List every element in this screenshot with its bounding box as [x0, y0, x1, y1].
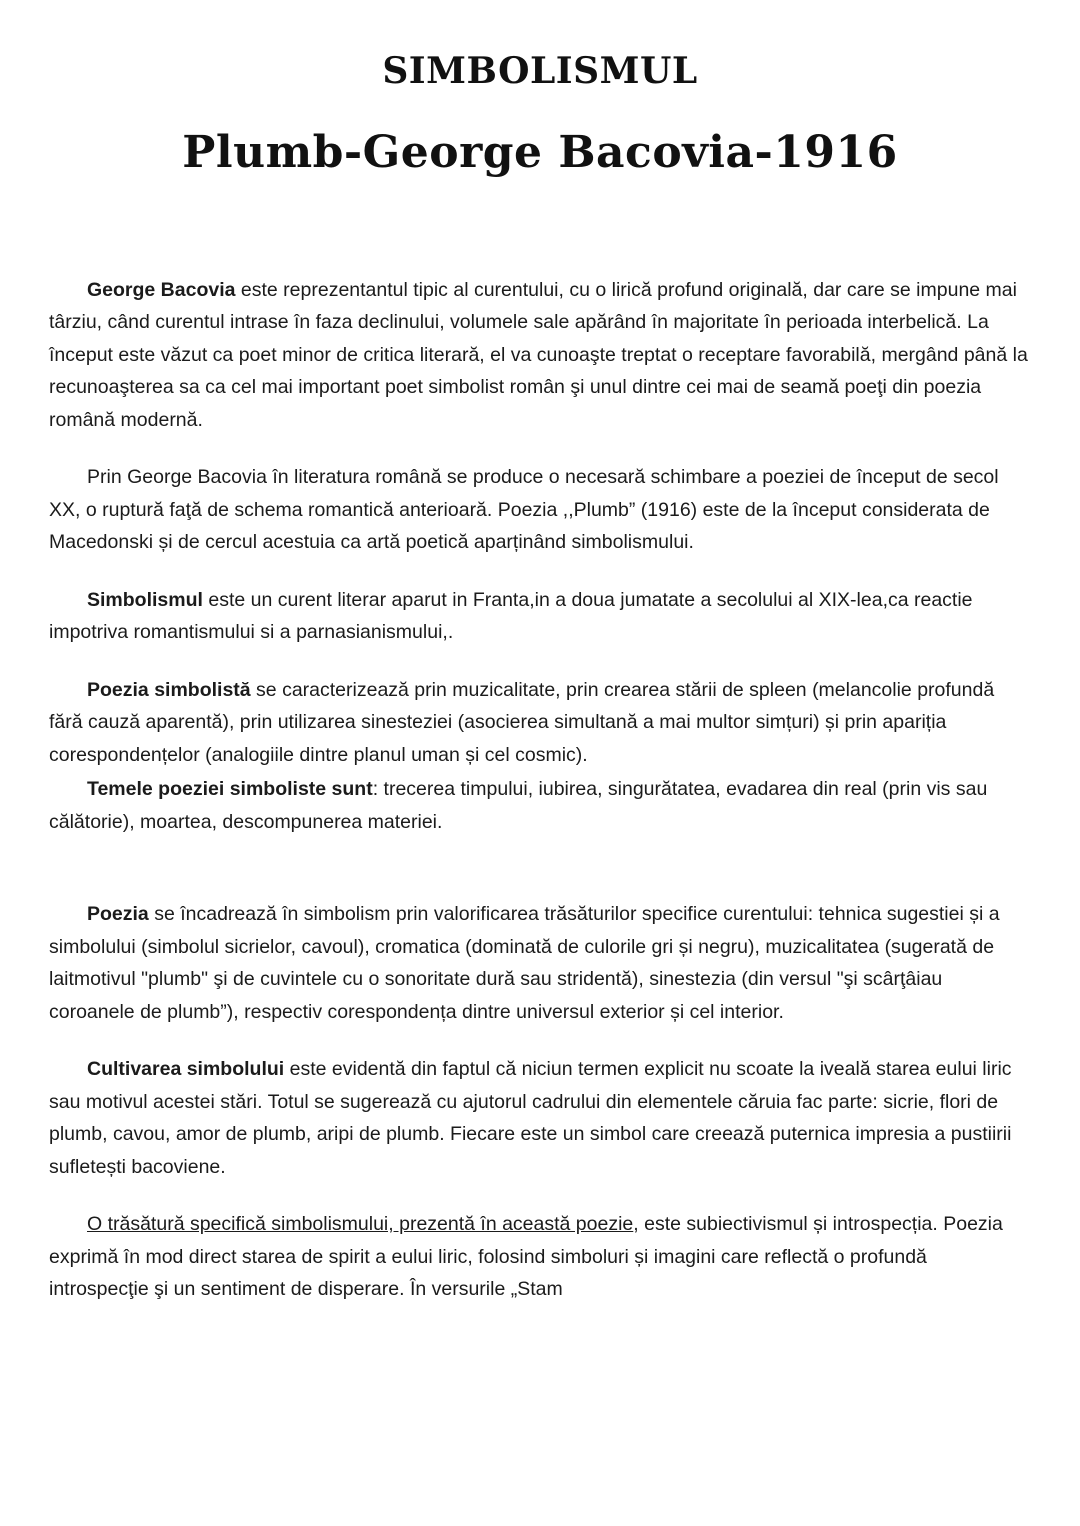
document-body — [49, 274, 1031, 1306]
document-subtitle: Plumb-George Bacovia-1916 — [182, 127, 898, 179]
document-title: SIMBOLISMUL — [382, 50, 698, 92]
paragraph-text: se caracterizează prin muzicalitate, prin crearea stării de spleen (melancolie profundă fără cauză aparentă), prin utilizarea sinesteziei (asocierea simultană a mai multor simțuri) și prin apariția corespondențelor (analogiile dintre planul uman și cel cosmic). — [49, 678, 995, 766]
paragraph-george-bacovia — [49, 274, 1031, 437]
paragraph-lead: Cultivarea simbolului — [87, 1058, 285, 1081]
paragraph-text: : trecerea timpului, iubirea, singurătatea, evadarea din real (prin vis sau călătorie), moartea, descompunerea materiei. — [49, 778, 988, 833]
paragraph-lead: Simbolismul — [87, 588, 203, 611]
paragraph-text: este evidentă din faptul că niciun termen explicit nu scoate la iveală starea eului liric sau motivul acestei stări. Totul se sugerează cu ajutorul cadrului din elementele căruia fac parte: sicrie, flori de plumb, cavou, amor de plumb, aripi de plumb. Fiecare este un simbol care creează puternica impresia a pustiirii sufletești bacoviene. — [49, 1058, 1012, 1178]
paragraph-prin-george-bacovia — [49, 461, 1031, 559]
paragraph-poezia-incadrare — [49, 898, 1031, 1028]
paragraph-text: este reprezentantul tipic al curentului, cu o lirică profund originală, dar care se impune mai târziu, când curentul intrase în faza declinului, volumele sale apărând în majoritate în perioada interbelică. La început este văzut ca poet minor de critica literară, el va cunoaşte treptat o receptare favorabilă, mergând până la recunoaşterea sa ca cel mai important poet simbolist român şi unul dintre cei mai de seamă poeţi din poezia română modernă. — [49, 278, 1028, 431]
paragraph-lead: Poezia — [87, 903, 149, 926]
paragraph-temele-poeziei — [49, 773, 1031, 838]
paragraph-trasatura-specifica — [49, 1208, 1031, 1306]
paragraph-poezia-simbolista — [49, 674, 1031, 772]
paragraph-text: , este subiectivismul și introspecția. Poezia exprimă în mod direct starea de spirit a eului liric, folosind simboluri și imagini care reflectă o profundă introspecţie şi un sentiment de disperare. În versurile „Stam — [49, 1213, 1003, 1301]
paragraph-lead-underlined: O trăsătură specifică simbolismului, prezentă în această poezie — [87, 1213, 634, 1236]
paragraph-cultivarea-simbolului — [49, 1053, 1031, 1183]
paragraph-simbolismul — [49, 584, 1031, 649]
paragraph-lead: Poezia simbolistă — [87, 678, 251, 701]
paragraph-lead: George Bacovia — [87, 278, 236, 301]
paragraph-lead: Temele poeziei simboliste sunt — [87, 778, 373, 801]
paragraph-text: Prin George Bacovia în literatura română se produce o necesară schimbare a poeziei de început de secol XX, o ruptură faţă de schema romantică anterioară. Poezia ,,Plumb” (1916) este de la început considerata de Macedonski și de cercul acestuia ca artă poetică aparținând simbolismului. — [49, 466, 999, 554]
paragraph-text: se încadrează în simbolism prin valorificarea trăsăturilor specifice curentului: tehnica sugestiei și a simbolului (simbolul sicrielor, cavoul), cromatica (dominată de culorile gri și negru), muzicalitatea (sugerată de laitmotivul "plumb" şi de cuvintele cu o sonoritate dură sau stridentă), sinestezia (din versul "şi scârţâiau coroanele de plumb”), respectiv corespondența dintre universul exterior și cel interior. — [49, 903, 1000, 1023]
paragraph-text: este un curent literar aparut in Franta,in a doua jumatate a secolului al XIX-lea,ca reactie impotriva romantismului si a parnasianismului,. — [49, 588, 973, 644]
